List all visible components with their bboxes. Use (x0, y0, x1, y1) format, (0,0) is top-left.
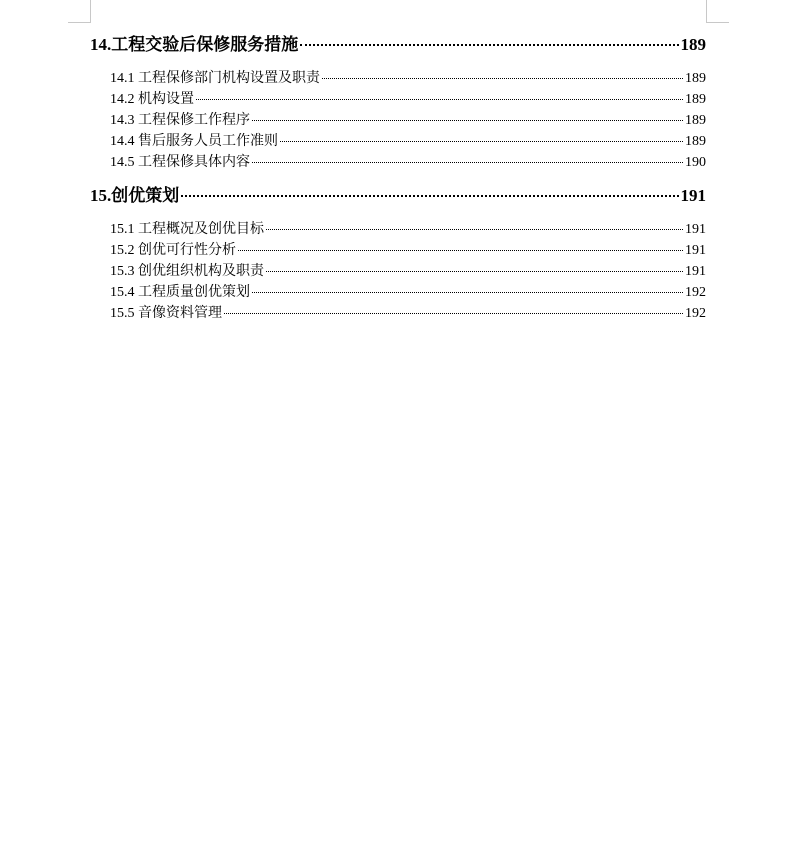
toc-leader (224, 313, 683, 314)
toc-entry[interactable] (90, 303, 706, 324)
toc-heading-title: 14.工程交验后保修服务措施 (90, 35, 299, 54)
toc-entry[interactable] (90, 152, 706, 173)
toc-leader (280, 141, 683, 142)
toc-entry[interactable] (90, 240, 706, 261)
toc-heading-page: 191 (680, 186, 706, 205)
toc-leader (181, 195, 678, 197)
toc-entry-title: 14.2 机构设置 (110, 92, 194, 107)
toc-entry-page: 189 (685, 134, 706, 149)
toc-entry-title: 15.3 创优组织机构及职责 (110, 264, 264, 279)
toc-entry[interactable] (90, 261, 706, 282)
toc-entry-title: 14.4 售后服务人员工作准则 (110, 134, 278, 149)
toc-leader (322, 78, 683, 79)
toc-leader (252, 292, 683, 293)
toc-entry-title: 14.1 工程保修部门机构设置及职责 (110, 71, 320, 86)
toc-entry-page: 190 (685, 155, 706, 170)
toc-entry-page: 189 (685, 92, 706, 107)
toc-section-14 (90, 32, 706, 173)
toc-entry-title: 14.3 工程保修工作程序 (110, 113, 250, 128)
toc-entry-page: 189 (685, 113, 706, 128)
toc-heading[interactable] (90, 32, 706, 58)
toc-heading-title: 15.创优策划 (90, 186, 180, 205)
toc-entry-page: 192 (685, 285, 706, 300)
toc-entry-title: 15.4 工程质量创优策划 (110, 285, 250, 300)
toc-leader (252, 162, 683, 163)
toc-heading[interactable] (90, 183, 706, 209)
toc-leader (266, 271, 683, 272)
toc-entry[interactable] (90, 68, 706, 89)
table-of-contents (90, 32, 706, 324)
toc-entry-page: 191 (685, 264, 706, 279)
toc-heading-page: 189 (680, 35, 706, 54)
toc-entry[interactable] (90, 89, 706, 110)
toc-entry-page: 191 (685, 243, 706, 258)
toc-leader (252, 120, 683, 121)
toc-entry-page: 191 (685, 222, 706, 237)
toc-entry[interactable] (90, 282, 706, 303)
toc-entry[interactable] (90, 219, 706, 240)
corner-mark-top-right (706, 0, 729, 23)
toc-entry-title: 15.2 创优可行性分析 (110, 243, 236, 258)
toc-leader (196, 99, 683, 100)
toc-entry-title: 15.1 工程概况及创优目标 (110, 222, 264, 237)
toc-entry[interactable] (90, 110, 706, 131)
corner-mark-top-left (68, 0, 91, 23)
toc-entry-page: 189 (685, 71, 706, 86)
toc-leader (300, 44, 678, 46)
toc-entry-page: 192 (685, 306, 706, 321)
toc-entry-title: 14.5 工程保修具体内容 (110, 155, 250, 170)
toc-leader (266, 229, 683, 230)
toc-section-15 (90, 183, 706, 324)
toc-leader (238, 250, 683, 251)
toc-entry[interactable] (90, 131, 706, 152)
toc-entry-title: 15.5 音像资料管理 (110, 306, 222, 321)
